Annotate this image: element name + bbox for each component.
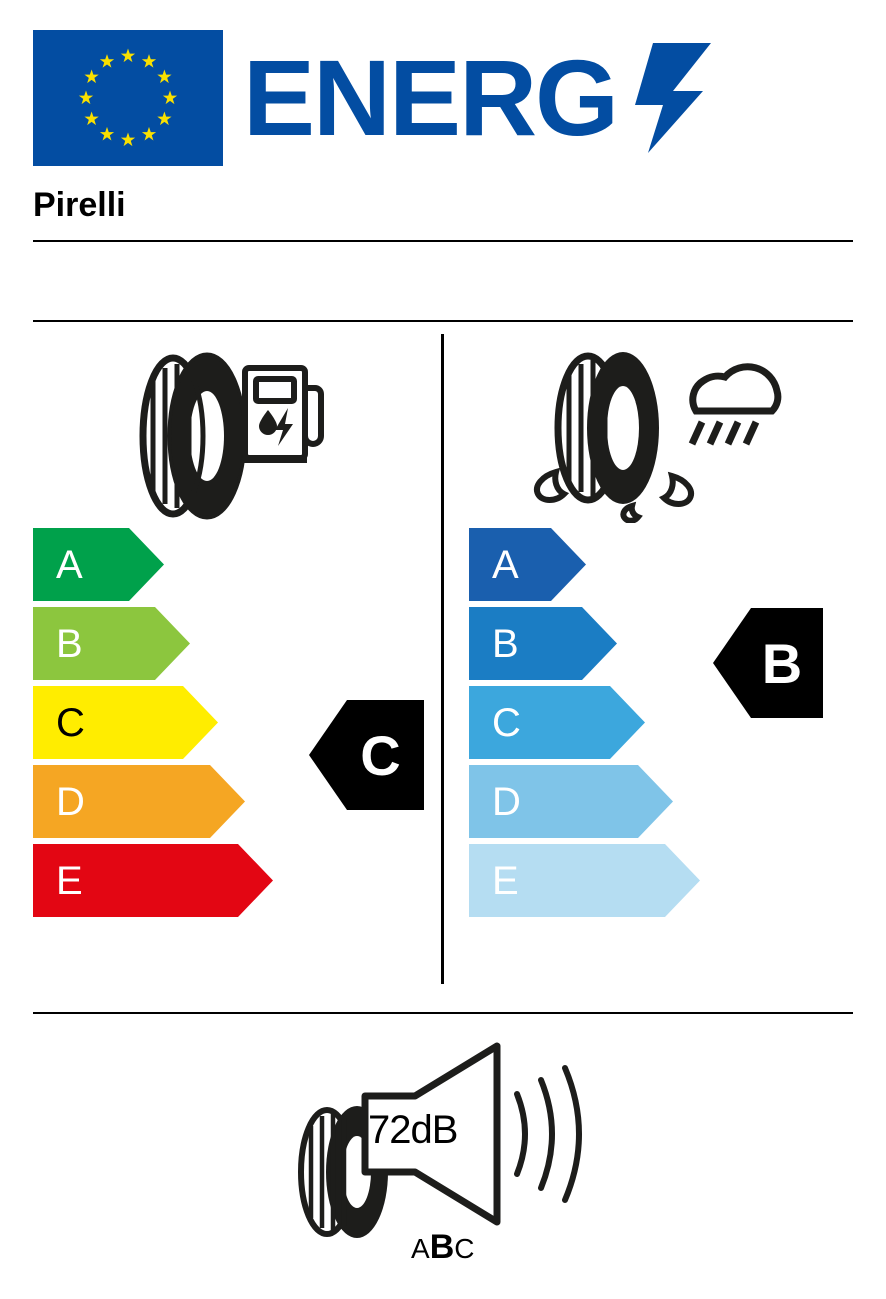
grade-letter: E	[56, 858, 83, 903]
brand-name: Pirelli	[33, 186, 126, 224]
eu-flag-icon	[33, 30, 223, 166]
grade-letter: A	[492, 542, 519, 587]
wet-grip-selected-marker	[713, 608, 823, 718]
noise-class-row	[411, 1228, 474, 1267]
grade-letter: E	[492, 858, 519, 903]
divider-vertical	[441, 334, 444, 984]
noise-value: 72dB	[368, 1108, 458, 1152]
divider-section	[33, 320, 853, 322]
divider-noise	[33, 1012, 853, 1014]
divider-top	[33, 240, 853, 242]
fuel-selected-marker	[309, 700, 424, 810]
fuel-selected-letter: C	[360, 723, 401, 787]
grade-letter: C	[56, 700, 85, 745]
eu-stars	[33, 30, 223, 166]
grade-letter: D	[56, 779, 85, 824]
energy-wordmark	[243, 43, 713, 153]
grade-letter: A	[56, 542, 83, 587]
noise-class-c: C	[454, 1233, 475, 1264]
grade-letter: C	[492, 700, 521, 745]
grade-letter: B	[492, 621, 519, 666]
noise-class-b-selected: B	[429, 1228, 455, 1266]
grade-letter: B	[56, 621, 83, 666]
svg-text:ENERG: ENERG	[243, 43, 618, 153]
grade-letter: D	[492, 779, 521, 824]
tyre-rain-cloud-icon	[520, 348, 790, 523]
wet-grip-selected-letter: B	[761, 631, 803, 695]
tyre-fuel-pump-icon	[125, 348, 325, 523]
noise-class-a: A	[411, 1233, 430, 1264]
